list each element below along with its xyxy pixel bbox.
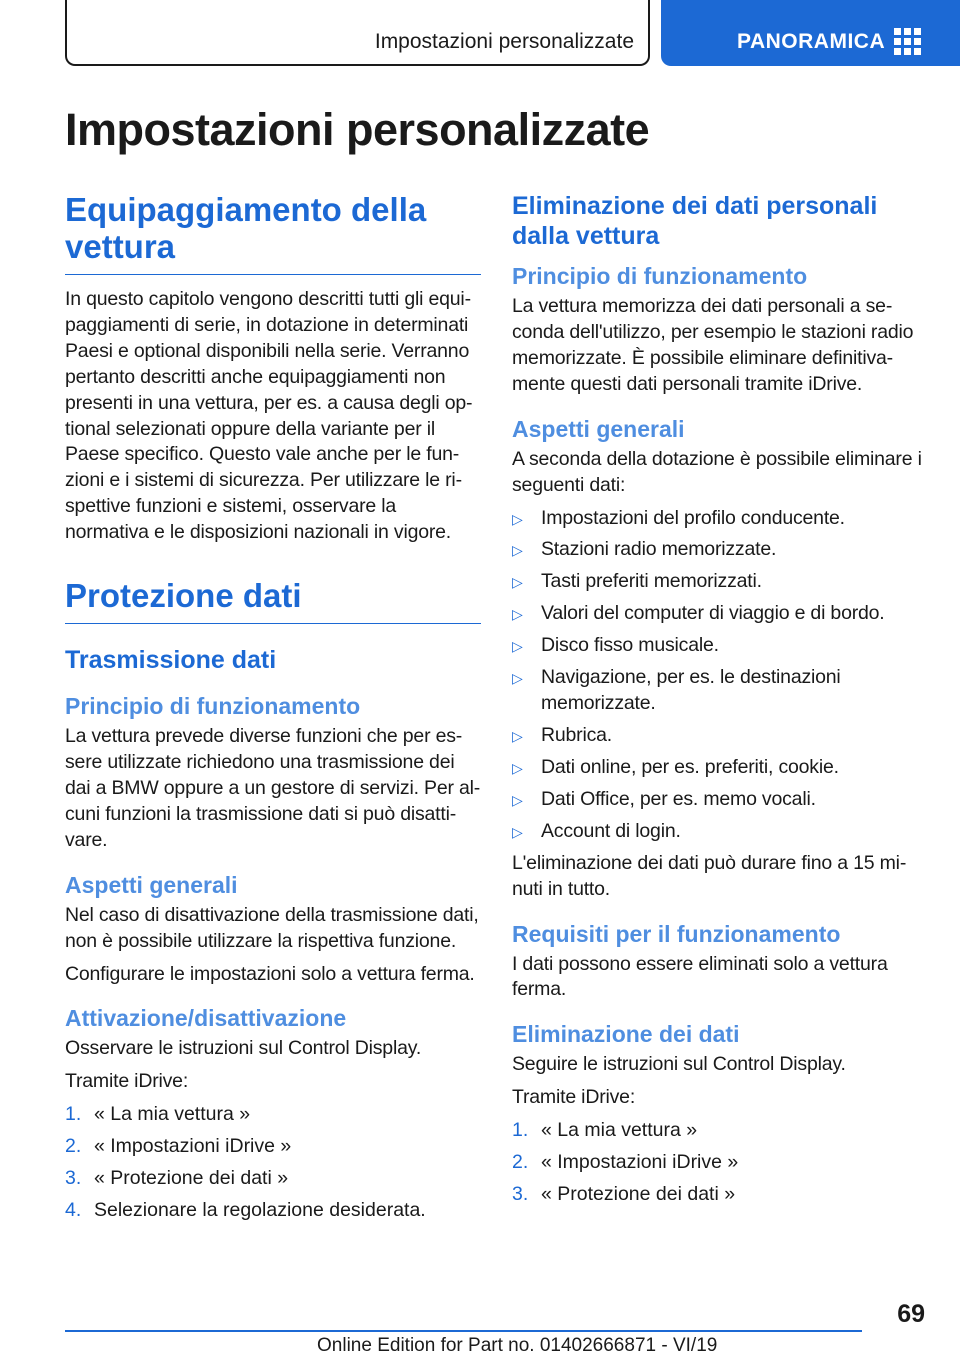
triangle-right-icon: ▷ <box>512 510 523 527</box>
page-title: Impostazioni personalizzate <box>65 104 650 155</box>
section-title-protezione-dati: Protezione dati <box>65 578 481 624</box>
list-item <box>512 755 922 781</box>
list-item <box>512 1118 922 1144</box>
list-item-text: Tasti preferiti memorizzati. <box>541 570 762 593</box>
step-number: 3. <box>512 1183 529 1206</box>
deletable-data-list <box>512 506 922 845</box>
heading-requisiti: Requisiti per il funzionamento <box>512 920 841 947</box>
step-text: Selezionare la regolazione desiderata. <box>94 1199 426 1222</box>
list-item-text: Valori del computer di viaggio e di bordo. <box>541 602 885 625</box>
heading-principio: Principio di funzionamento <box>65 693 361 720</box>
attivazione-body-2: Tramite iDrive: <box>65 1070 189 1093</box>
chapter-tab-label: Impostazioni personalizzate <box>374 30 634 53</box>
eliminazione-body-1: Seguire le istruzioni sul Control Display. <box>512 1053 846 1076</box>
right-column <box>512 192 922 1214</box>
step-number: 4. <box>65 1199 82 1222</box>
section-protezione-dati <box>65 578 481 1224</box>
list-item-text: Dati Office, per es. memo vocali. <box>541 787 816 810</box>
list-item <box>512 569 922 595</box>
aspetti-body-1: Nel caso di disattivazione della trasmissione dati, non è possibile utilizzare la rispettiva funzione. <box>65 903 479 952</box>
triangle-right-icon: ▷ <box>512 791 523 808</box>
aspetti-body-2: Configurare le impostazioni solo a vettura ferma. <box>65 962 475 985</box>
grid-icon <box>894 28 922 54</box>
list-item-text: Account di login. <box>541 819 681 842</box>
heading-principio-right: Principio di funzionamento <box>512 263 808 289</box>
list-item <box>65 1102 481 1128</box>
triangle-right-icon: ▷ <box>512 670 523 687</box>
list-item <box>512 1150 922 1176</box>
step-text: « Impostazioni iDrive » <box>94 1135 292 1158</box>
heading-attivazione: Attivazione/disattivazione <box>65 1005 347 1032</box>
triangle-right-icon: ▷ <box>512 606 523 623</box>
list-item <box>512 601 922 627</box>
list-item-text: Dati online, per es. preferiti, cookie. <box>541 755 839 778</box>
section-title-equipaggiamento: Equipaggiamento della vettura <box>65 192 481 275</box>
step-text: « Impostazioni iDrive » <box>541 1151 739 1174</box>
list-item <box>512 506 922 532</box>
list-item <box>512 633 922 659</box>
footer-divider <box>65 1330 862 1332</box>
list-item <box>512 819 922 845</box>
chapter-tab[interactable] <box>65 0 650 66</box>
step-number: 2. <box>512 1151 529 1174</box>
eliminazione-body-2: Tramite iDrive: <box>512 1086 636 1109</box>
section-title-eliminazione: Eliminazione dei dati personali dalla vettura <box>512 192 878 250</box>
page-header <box>0 0 960 66</box>
equipaggiamento-body: In questo capitolo vengono descritti tutti gli equipaggiamenti di serie, in dotazione in determinati Paesi e optional disponibili nella serie. Verranno pertanto descritti anche equipaggiamenti non presenti in una vettura, per es. a causa degli optional selezionati oppure della variante per il Paese specifico. Questo vale anche per le funzioni e i sistemi di sicurezza. Per utilizzare le rispettive funzioni e sistemi, osservare la normativa e le disposizioni nazionali in vigore. <box>65 287 473 544</box>
durata-body: L'eliminazione dei dati può durare fino a 15 minuti in tutto. <box>512 851 907 900</box>
step-number: 1. <box>512 1119 529 1142</box>
overview-nav-label: PANORAMICA <box>737 30 886 53</box>
triangle-right-icon: ▷ <box>512 574 523 591</box>
triangle-right-icon: ▷ <box>512 638 523 655</box>
step-text: « La mia vettura » <box>94 1103 251 1126</box>
principio-body: La vettura prevede diverse funzioni che per essere utilizzate richiedono una trasmissione dei dai a BMW oppure a un gestore di servizi. Per alcuni funzioni la trasmissione dati si può disattivare. <box>65 725 481 851</box>
heading-aspetti-generali: Aspetti generali <box>65 871 238 898</box>
page-number: 69 <box>897 1300 925 1328</box>
triangle-right-icon: ▷ <box>512 759 523 776</box>
edition-footer: Online Edition for Part no. 01402666871 - VI/19 <box>317 1335 718 1356</box>
list-item-text: Stazioni radio memorizzate. <box>541 538 777 561</box>
section-equipaggiamento <box>65 192 481 546</box>
list-item <box>512 787 922 813</box>
attivazione-steps <box>65 1102 481 1224</box>
step-text: « La mia vettura » <box>541 1119 698 1142</box>
list-item <box>65 1166 481 1192</box>
left-column <box>65 192 481 1230</box>
subsection-title-trasmissione-dati: Trasmissione dati <box>65 646 277 675</box>
list-item-text: Disco fisso musicale. <box>541 634 719 657</box>
step-text: « Protezione dei dati » <box>541 1183 736 1206</box>
eliminazione-steps <box>512 1118 922 1208</box>
triangle-right-icon: ▷ <box>512 823 523 840</box>
step-number: 3. <box>65 1167 82 1190</box>
list-item <box>512 723 922 749</box>
principio-right-body: La vettura memorizza dei dati personali a seconda dell'utilizzo, per esempio le stazioni radio memorizzate. È possibile eliminare definitivamente questi dati personali tramite iDrive. <box>512 295 914 395</box>
overview-nav-button[interactable] <box>661 0 960 66</box>
list-item <box>512 1182 922 1208</box>
triangle-right-icon: ▷ <box>512 727 523 744</box>
triangle-right-icon: ▷ <box>512 542 523 559</box>
list-item <box>65 1198 481 1224</box>
step-number: 2. <box>65 1135 82 1158</box>
heading-eliminazione-dati: Eliminazione dei dati <box>512 1021 740 1048</box>
list-item-text: Navigazione, per es. le destinazioni memorizzate. <box>541 666 841 715</box>
list-item <box>65 1134 481 1160</box>
step-number: 1. <box>65 1103 82 1126</box>
attivazione-body-1: Osservare le istruzioni sul Control Display. <box>65 1037 422 1060</box>
aspetti-right-body: A seconda della dotazione è possibile eliminare i seguenti dati: <box>512 447 922 496</box>
list-item <box>512 665 922 717</box>
heading-aspetti-right: Aspetti generali <box>512 415 685 442</box>
section-eliminazione-dati-personali <box>512 192 922 1208</box>
list-item-text: Rubrica. <box>541 723 613 746</box>
step-text: « Protezione dei dati » <box>94 1167 289 1190</box>
list-item <box>512 537 922 563</box>
requisiti-body: I dati possono essere eliminati solo a vettura ferma. <box>512 952 888 1001</box>
list-item-text: Impostazioni del profilo conducente. <box>541 506 845 529</box>
